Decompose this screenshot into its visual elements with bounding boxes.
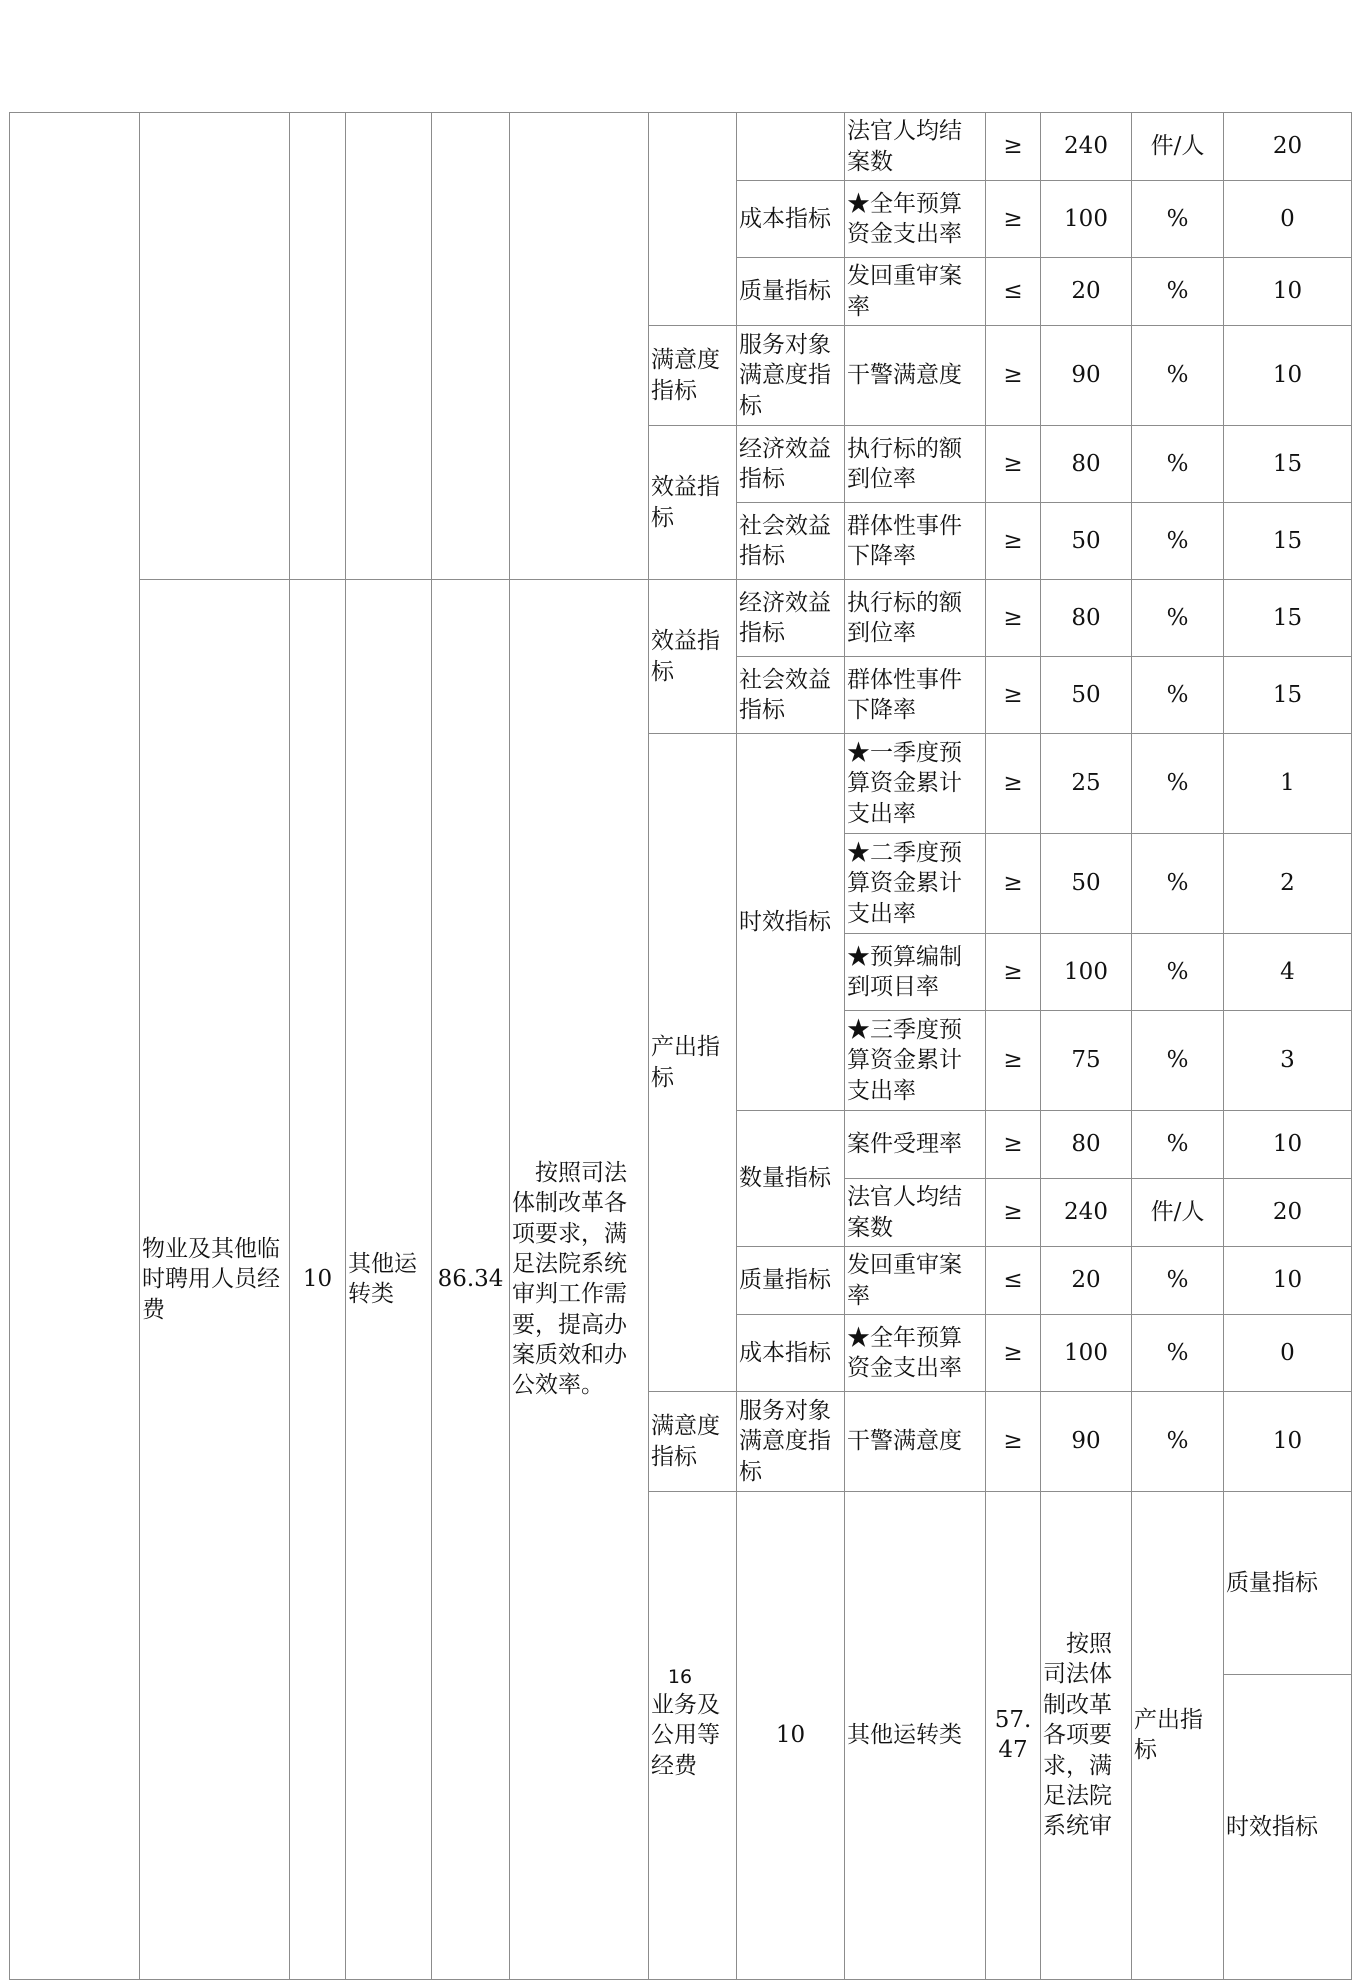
table-row bbox=[10, 580, 1352, 657]
level3-cell: 社会效益指标 bbox=[737, 503, 845, 580]
indicator-cell: 法官人均结案数 bbox=[845, 1179, 986, 1247]
operator-cell: ≥ bbox=[986, 426, 1041, 503]
target-cell: 90 bbox=[1041, 1392, 1132, 1492]
operator-cell: ≥ bbox=[986, 734, 1041, 834]
operator-cell: ≥ bbox=[986, 934, 1041, 1011]
project-name-cell: 业务及公用等经费 bbox=[649, 1492, 737, 1980]
page-number: 16 bbox=[667, 1666, 693, 1688]
indicator-cell: ★全年预算资金支出率 bbox=[845, 181, 986, 258]
target-cell: 80 bbox=[1041, 580, 1132, 657]
indicator-cell: 群体性事件下降率 bbox=[845, 657, 986, 734]
level3-cell: 时效指标 bbox=[1224, 1675, 1352, 1980]
level2-cell: 产出指标 bbox=[649, 734, 737, 1392]
level3-cell bbox=[737, 113, 845, 181]
level2-cell: 满意度指标 bbox=[649, 1392, 737, 1492]
target-cell: 75 bbox=[1041, 1011, 1132, 1111]
table-row bbox=[10, 113, 1352, 181]
level3-cell: 服务对象满意度指标 bbox=[737, 1392, 845, 1492]
operator-cell: ≥ bbox=[986, 503, 1041, 580]
level3-cell: 经济效益指标 bbox=[737, 580, 845, 657]
indicator-cell: 执行标的额到位率 bbox=[845, 426, 986, 503]
type-cell: 其他运转类 bbox=[845, 1492, 986, 1980]
operator-cell: ≥ bbox=[986, 1179, 1041, 1247]
target-cell: 20 bbox=[1041, 258, 1132, 326]
target-cell: 100 bbox=[1041, 1315, 1132, 1392]
weight-cell: 15 bbox=[1224, 503, 1352, 580]
weight-cell: 20 bbox=[1224, 113, 1352, 181]
indicator-cell: ★一季度预算资金累计支出率 bbox=[845, 734, 986, 834]
amount-cell bbox=[432, 113, 510, 580]
project-name-cell bbox=[140, 113, 290, 580]
level3-cell: 数量指标 bbox=[737, 1111, 845, 1247]
target-cell: 50 bbox=[1041, 503, 1132, 580]
weight-cell: 10 bbox=[1224, 1392, 1352, 1492]
level3-cell: 质量指标 bbox=[737, 1247, 845, 1315]
indicator-cell: ★二季度预算资金累计支出率 bbox=[845, 834, 986, 934]
weight-cell: 10 bbox=[1224, 326, 1352, 426]
blank-first-col bbox=[10, 113, 140, 1980]
weight-cell: 4 bbox=[1224, 934, 1352, 1011]
level2-cell bbox=[649, 113, 737, 326]
weight-cell: 20 bbox=[1224, 1179, 1352, 1247]
type-cell: 其他运转类 bbox=[346, 580, 432, 1980]
weight-cell: 0 bbox=[1224, 1315, 1352, 1392]
target-cell: 240 bbox=[1041, 113, 1132, 181]
unit-cell: % bbox=[1132, 1011, 1224, 1111]
score-cell: 10 bbox=[290, 580, 346, 1980]
level3-cell: 时效指标 bbox=[737, 734, 845, 1111]
score-cell bbox=[290, 113, 346, 580]
unit-cell: % bbox=[1132, 734, 1224, 834]
project-name-cell: 物业及其他临时聘用人员经费 bbox=[140, 580, 290, 1980]
goal-cell bbox=[510, 113, 649, 580]
target-cell: 25 bbox=[1041, 734, 1132, 834]
performance-table bbox=[9, 112, 1352, 1980]
unit-cell: % bbox=[1132, 934, 1224, 1011]
unit-cell: 件/人 bbox=[1132, 1179, 1224, 1247]
target-cell: 100 bbox=[1041, 181, 1132, 258]
type-cell bbox=[346, 113, 432, 580]
operator-cell: ≥ bbox=[986, 1392, 1041, 1492]
target-cell: 80 bbox=[1041, 1111, 1132, 1179]
unit-cell: % bbox=[1132, 1392, 1224, 1492]
weight-cell: 15 bbox=[1224, 426, 1352, 503]
indicator-cell: 发回重审案率 bbox=[845, 1247, 986, 1315]
amount-cell: 57.47 bbox=[986, 1492, 1041, 1980]
operator-cell: ≥ bbox=[986, 326, 1041, 426]
unit-cell: % bbox=[1132, 580, 1224, 657]
target-cell: 240 bbox=[1041, 1179, 1132, 1247]
unit-cell: % bbox=[1132, 834, 1224, 934]
operator-cell: ≥ bbox=[986, 657, 1041, 734]
unit-cell: % bbox=[1132, 426, 1224, 503]
indicator-cell: 群体性事件下降率 bbox=[845, 503, 986, 580]
indicator-cell: ★全年预算资金支出率 bbox=[845, 1315, 986, 1392]
unit-cell: % bbox=[1132, 1315, 1224, 1392]
weight-cell: 15 bbox=[1224, 657, 1352, 734]
unit-cell: % bbox=[1132, 258, 1224, 326]
operator-cell: ≤ bbox=[986, 1247, 1041, 1315]
level3-cell: 社会效益指标 bbox=[737, 657, 845, 734]
unit-cell: % bbox=[1132, 1247, 1224, 1315]
indicator-cell: 案件受理率 bbox=[845, 1111, 986, 1179]
indicator-cell: ★预算编制到项目率 bbox=[845, 934, 986, 1011]
weight-cell: 10 bbox=[1224, 1111, 1352, 1179]
target-cell: 80 bbox=[1041, 426, 1132, 503]
unit-cell: % bbox=[1132, 657, 1224, 734]
goal-cell: 按照司法体制改革各项要求，满足法院系统审 bbox=[1041, 1492, 1132, 1980]
indicator-cell: 干警满意度 bbox=[845, 1392, 986, 1492]
operator-cell: ≥ bbox=[986, 113, 1041, 181]
level3-cell: 服务对象满意度指标 bbox=[737, 326, 845, 426]
operator-cell: ≥ bbox=[986, 580, 1041, 657]
weight-cell: 2 bbox=[1224, 834, 1352, 934]
unit-cell: % bbox=[1132, 181, 1224, 258]
weight-cell: 3 bbox=[1224, 1011, 1352, 1111]
operator-cell: ≤ bbox=[986, 258, 1041, 326]
level3-cell: 成本指标 bbox=[737, 181, 845, 258]
operator-cell: ≥ bbox=[986, 1111, 1041, 1179]
amount-cell: 86.34 bbox=[432, 580, 510, 1980]
level3-cell: 经济效益指标 bbox=[737, 426, 845, 503]
unit-cell: % bbox=[1132, 1111, 1224, 1179]
level2-cell: 产出指标 bbox=[1132, 1492, 1224, 1980]
level2-cell: 满意度指标 bbox=[649, 326, 737, 426]
weight-cell: 15 bbox=[1224, 580, 1352, 657]
weight-cell: 10 bbox=[1224, 1247, 1352, 1315]
level3-cell: 质量指标 bbox=[1224, 1492, 1352, 1675]
indicator-cell: 发回重审案率 bbox=[845, 258, 986, 326]
indicator-cell: ★三季度预算资金累计支出率 bbox=[845, 1011, 986, 1111]
weight-cell: 1 bbox=[1224, 734, 1352, 834]
score-cell: 10 bbox=[737, 1492, 845, 1980]
operator-cell: ≥ bbox=[986, 1011, 1041, 1111]
operator-cell: ≥ bbox=[986, 1315, 1041, 1392]
unit-cell: % bbox=[1132, 326, 1224, 426]
level2-cell: 效益指标 bbox=[649, 580, 737, 734]
unit-cell: 件/人 bbox=[1132, 113, 1224, 181]
indicator-cell: 执行标的额到位率 bbox=[845, 580, 986, 657]
weight-cell: 0 bbox=[1224, 181, 1352, 258]
level3-cell: 成本指标 bbox=[737, 1315, 845, 1392]
target-cell: 90 bbox=[1041, 326, 1132, 426]
target-cell: 50 bbox=[1041, 657, 1132, 734]
target-cell: 50 bbox=[1041, 834, 1132, 934]
weight-cell: 10 bbox=[1224, 258, 1352, 326]
target-cell: 100 bbox=[1041, 934, 1132, 1011]
goal-cell: 按照司法体制改革各项要求，满足法院系统审判工作需要，提高办案质效和办公效率。 bbox=[510, 580, 649, 1980]
target-cell: 20 bbox=[1041, 1247, 1132, 1315]
operator-cell: ≥ bbox=[986, 834, 1041, 934]
level3-cell: 质量指标 bbox=[737, 258, 845, 326]
operator-cell: ≥ bbox=[986, 181, 1041, 258]
indicator-cell: 干警满意度 bbox=[845, 326, 986, 426]
unit-cell: % bbox=[1132, 503, 1224, 580]
level2-cell: 效益指标 bbox=[649, 426, 737, 580]
indicator-cell: 法官人均结案数 bbox=[845, 113, 986, 181]
